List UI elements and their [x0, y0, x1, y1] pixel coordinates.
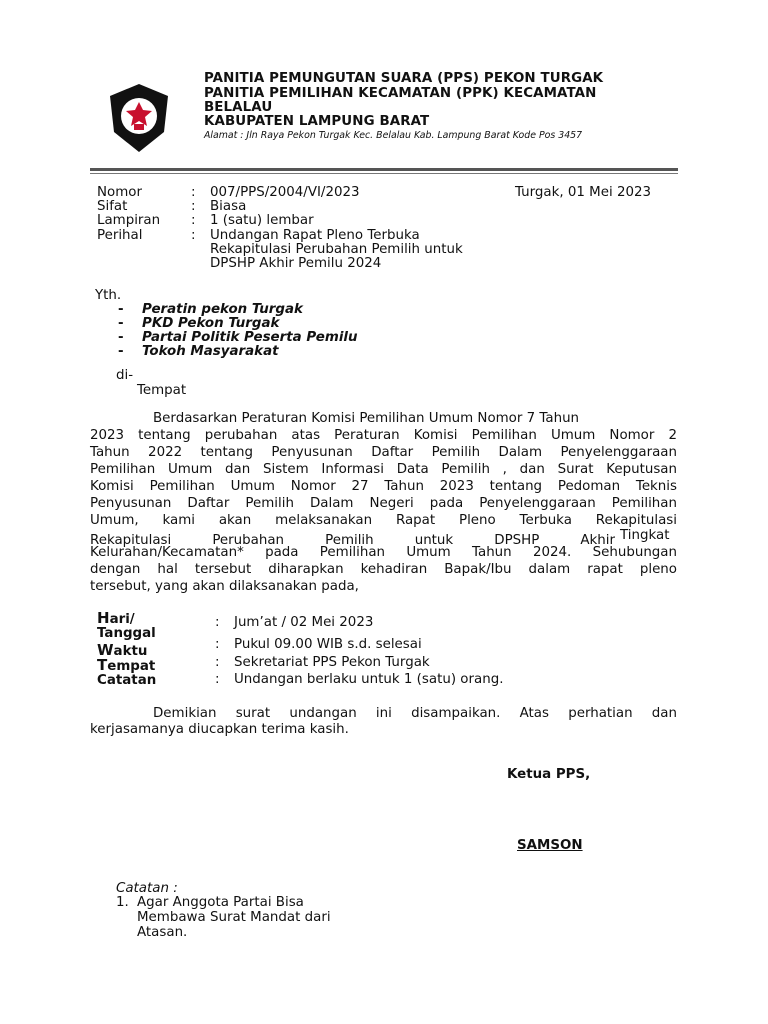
- nomor-value: 007/PPS/2004/VI/2023: [210, 185, 360, 200]
- recipient-dash: -: [118, 316, 124, 331]
- hari-colon: :: [215, 615, 220, 630]
- notes-line-1: Agar Anggota Partai Bisa: [137, 895, 304, 910]
- closing-line-1: Demikian surat undangan ini disampaikan. Atas perhatian dan: [153, 706, 677, 721]
- hari-value: Jum’at / 02 Mei 2023: [234, 615, 374, 630]
- nomor-colon: :: [191, 185, 196, 200]
- body-line: Umum, kami akan melaksanakan Rapat Pleno Terbuka Rekapitulasi: [90, 513, 677, 528]
- notes-number: 1.: [116, 895, 129, 910]
- letterhead-line-2: PANITIA PEMILIHAN KECAMATAN (PPK) KECAMATAN: [204, 86, 597, 101]
- catatan-label: Catatan: [97, 673, 157, 688]
- di-label: di-: [116, 368, 134, 383]
- yth-label: Yth.: [95, 288, 122, 303]
- notes-line-2: Membawa Surat Mandat dari: [137, 910, 331, 925]
- recipient-item: Tokoh Masyarakat: [142, 344, 279, 359]
- letterhead-line-4: KABUPATEN LAMPUNG BARAT: [204, 114, 430, 129]
- waktu-label: Waktu: [97, 641, 148, 659]
- sifat-colon: :: [191, 199, 196, 214]
- body-line: Tahun 2022 tentang Penyusunan Daftar Pemilih Dalam Penyelenggaraan: [90, 445, 677, 460]
- recipient-dash: -: [118, 330, 124, 345]
- sifat-label: Sifat: [97, 199, 128, 214]
- sifat-value: Biasa: [210, 199, 247, 214]
- letterhead-rule-thick: [90, 168, 678, 171]
- waktu-colon: :: [215, 637, 220, 652]
- closing-line-2: kerjasamanya diucapkan terima kasih.: [90, 722, 349, 737]
- recipient-dash: -: [118, 302, 124, 317]
- body-line: Rekapitulasi Perubahan Pemilih untuk DPSHP Akhir: [90, 533, 615, 548]
- signature-title: Ketua PPS,: [507, 767, 591, 782]
- catatan-colon: :: [215, 672, 220, 687]
- body-line: Penyusunan Daftar Pemilih Dalam Negeri pada Penyelenggaraan Pemilihan: [90, 496, 677, 511]
- tempat-value: Sekretariat PPS Pekon Turgak: [234, 655, 430, 670]
- tempat-colon: :: [215, 655, 220, 670]
- catatan-value: Undangan berlaku untuk 1 (satu) orang.: [234, 672, 504, 687]
- signature-name: SAMSON: [517, 838, 583, 853]
- body-line: Tingkat: [620, 528, 670, 543]
- body-line: Pemilihan Umum dan Sistem Informasi Data Pemilih , dan Surat Keputusan: [90, 462, 677, 477]
- hari-label: Hari/: [97, 609, 135, 627]
- letterhead-address: Alamat : Jln Raya Pekon Turgak Kec. Belalau Kab. Lampung Barat Kode Pos 3457: [204, 130, 583, 141]
- body-line: 2023 tentang perubahan atas Peraturan Komisi Pemilihan Umum Nomor 2: [90, 428, 677, 443]
- lampiran-value: 1 (satu) lembar: [210, 213, 314, 228]
- body-line: Kelurahan/Kecamatan* pada Pemilihan Umum Tahun 2024. Sehubungan: [90, 545, 677, 560]
- letterhead-line-3: BELALAU: [204, 100, 273, 115]
- tempat-schedule-label: Tempat: [97, 656, 156, 674]
- letterhead-line-1: PANITIA PEMUNGUTAN SUARA (PPS) PEKON TURGAK: [204, 71, 604, 86]
- recipient-item: Peratin pekon Turgak: [142, 302, 303, 317]
- letterhead-rule-thin: [90, 173, 678, 174]
- waktu-value: Pukul 09.00 WIB s.d. selesai: [234, 637, 422, 652]
- recipient-dash: -: [118, 344, 124, 359]
- perihal-colon: :: [191, 228, 196, 243]
- kpu-logo: [108, 82, 170, 154]
- perihal-line-2: Rekapitulasi Perubahan Pemilih untuk: [210, 242, 463, 257]
- notes-line-3: Atasan.: [137, 925, 188, 940]
- body-line: tersebut, yang akan dilaksanakan pada,: [90, 579, 359, 594]
- recipient-item: Partai Politik Peserta Pemilu: [142, 330, 358, 345]
- perihal-label: Perihal: [97, 228, 143, 243]
- notes-heading: Catatan :: [116, 881, 178, 896]
- tempat-label: Tempat: [137, 383, 187, 398]
- perihal-line-3: DPSHP Akhir Pemilu 2024: [210, 256, 382, 271]
- nomor-label: Nomor: [97, 185, 142, 200]
- body-line: dengan hal tersebut diharapkan kehadiran Bapak/Ibu dalam rapat pleno: [90, 562, 677, 577]
- recipient-item: PKD Pekon Turgak: [142, 316, 280, 331]
- place-date: Turgak, 01 Mei 2023: [515, 185, 652, 200]
- lampiran-colon: :: [191, 213, 196, 228]
- tanggal-label: Tanggal: [97, 626, 156, 641]
- body-line: Komisi Pemilihan Umum Nomor 27 Tahun 2023 tentang Pedoman Teknis: [90, 479, 677, 494]
- perihal-line-1: Undangan Rapat Pleno Terbuka: [210, 228, 420, 243]
- lampiran-label: Lampiran: [97, 213, 161, 228]
- body-line: Berdasarkan Peraturan Komisi Pemilihan Umum Nomor 7 Tahun: [153, 411, 580, 426]
